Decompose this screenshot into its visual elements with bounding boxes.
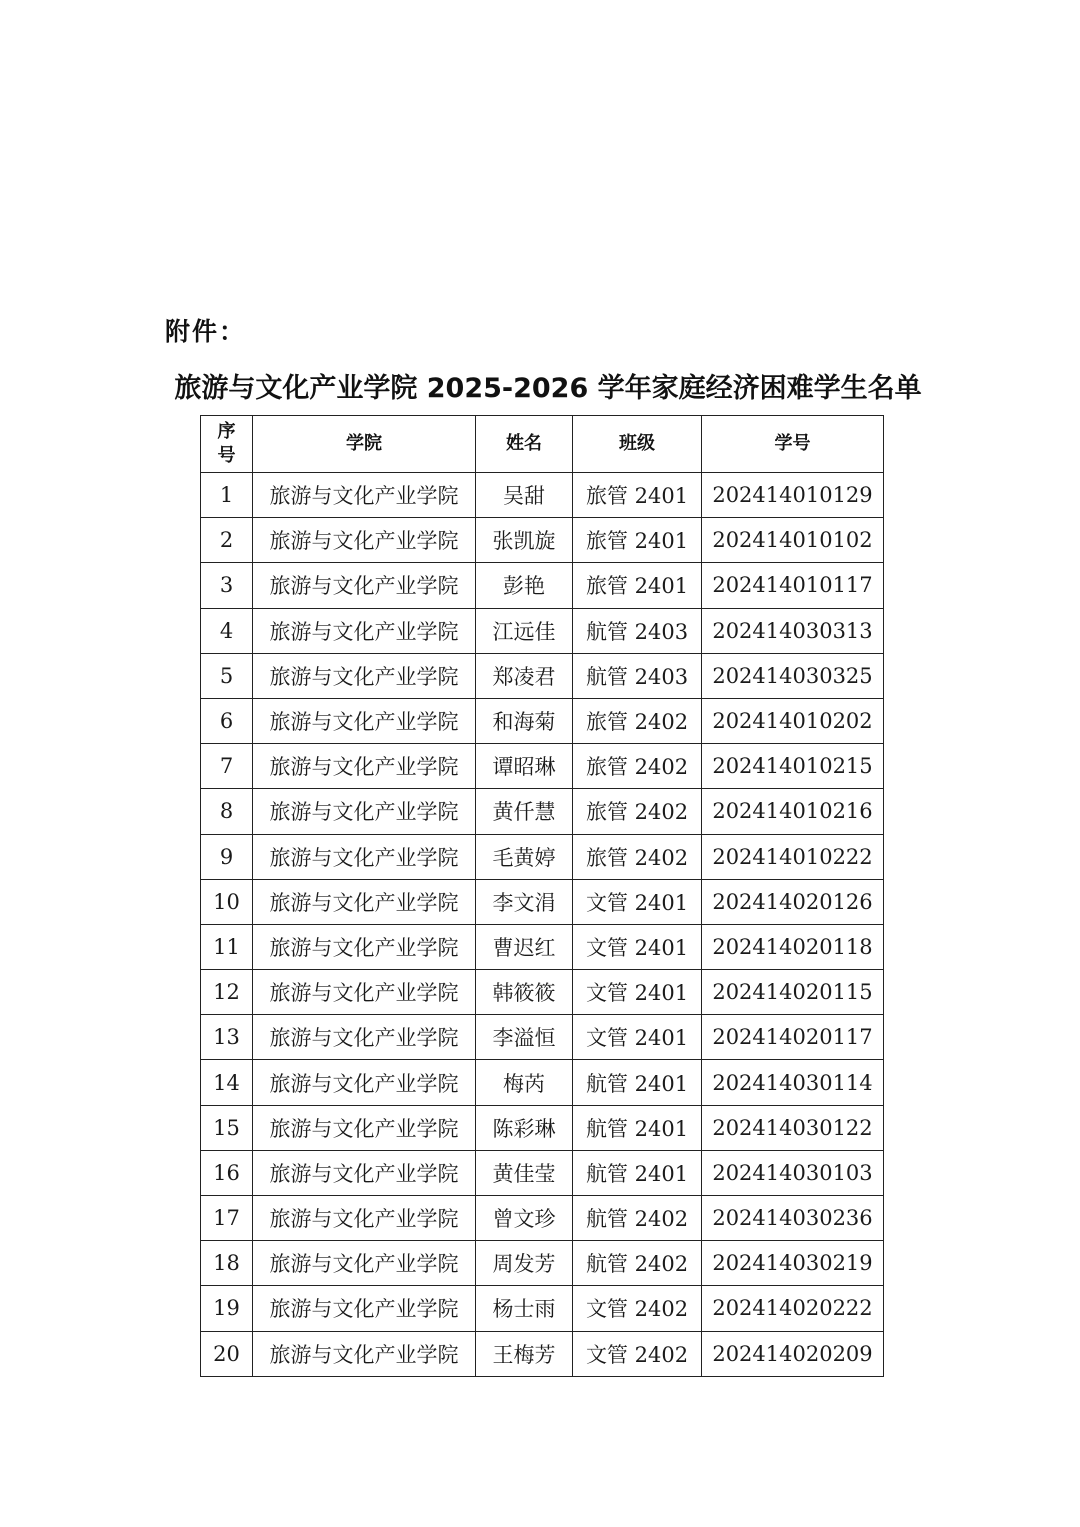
cell-student-id: 202414020209: [702, 1331, 884, 1376]
student-roster-table: [200, 415, 884, 1377]
cell-student-id: 202414030313: [702, 608, 884, 653]
cell-student-id: 202414010102: [702, 518, 884, 563]
table-row: [201, 744, 884, 789]
cell-serial-number: 8: [201, 789, 253, 834]
cell-college: 旅游与文化产业学院: [253, 1060, 476, 1105]
cell-student-name: 梅芮: [476, 1060, 573, 1105]
cell-student-id: 202414010215: [702, 744, 884, 789]
cell-serial-number: 9: [201, 834, 253, 879]
cell-student-name: 江远佳: [476, 608, 573, 653]
cell-student-id: 202414010222: [702, 834, 884, 879]
cell-student-name: 曾文珍: [476, 1196, 573, 1241]
table-body: [201, 473, 884, 1377]
table-row: [201, 789, 884, 834]
cell-college: 旅游与文化产业学院: [253, 608, 476, 653]
table-row: [201, 653, 884, 698]
cell-student-name: 周发芳: [476, 1241, 573, 1286]
cell-student-name: 曹迟红: [476, 924, 573, 969]
cell-student-id: 202414010129: [702, 473, 884, 518]
cell-student-name: 张凯旋: [476, 518, 573, 563]
header-student-id: 学号: [702, 416, 884, 473]
cell-serial-number: 6: [201, 698, 253, 743]
cell-student-id: 202414020118: [702, 924, 884, 969]
header-class: 班级: [573, 416, 702, 473]
cell-serial-number: 19: [201, 1286, 253, 1331]
cell-college: 旅游与文化产业学院: [253, 970, 476, 1015]
attachment-label: 附件：: [165, 317, 247, 346]
header-serial-line1: 序: [217, 421, 236, 442]
cell-student-name: 黄佳莹: [476, 1150, 573, 1195]
table-row: [201, 879, 884, 924]
cell-class: 文管 2401: [573, 924, 702, 969]
cell-college: 旅游与文化产业学院: [253, 473, 476, 518]
cell-class: 航管 2402: [573, 1196, 702, 1241]
cell-college: 旅游与文化产业学院: [253, 1331, 476, 1376]
cell-student-name: 彭艳: [476, 563, 573, 608]
header-serial-line2: 号: [217, 445, 236, 466]
cell-student-id: 202414030236: [702, 1196, 884, 1241]
cell-serial-number: 10: [201, 879, 253, 924]
cell-college: 旅游与文化产业学院: [253, 1105, 476, 1150]
cell-class: 旅管 2401: [573, 563, 702, 608]
table-row: [201, 1241, 884, 1286]
cell-serial-number: 2: [201, 518, 253, 563]
header-serial-number: [201, 416, 253, 473]
cell-class: 旅管 2402: [573, 789, 702, 834]
cell-student-name: 陈彩琳: [476, 1105, 573, 1150]
cell-student-id: 202414030219: [702, 1241, 884, 1286]
cell-student-name: 郑凌君: [476, 653, 573, 698]
cell-student-name: 王梅芳: [476, 1331, 573, 1376]
cell-student-id: 202414010216: [702, 789, 884, 834]
cell-class: 旅管 2402: [573, 698, 702, 743]
cell-serial-number: 20: [201, 1331, 253, 1376]
cell-class: 旅管 2402: [573, 834, 702, 879]
cell-serial-number: 4: [201, 608, 253, 653]
cell-serial-number: 15: [201, 1105, 253, 1150]
table-row: [201, 698, 884, 743]
header-college: 学院: [253, 416, 476, 473]
header-name: 姓名: [476, 416, 573, 473]
cell-class: 航管 2401: [573, 1060, 702, 1105]
cell-college: 旅游与文化产业学院: [253, 1286, 476, 1331]
cell-student-id: 202414020126: [702, 879, 884, 924]
cell-college: 旅游与文化产业学院: [253, 518, 476, 563]
table-row: [201, 1150, 884, 1195]
cell-college: 旅游与文化产业学院: [253, 1241, 476, 1286]
cell-class: 文管 2401: [573, 970, 702, 1015]
cell-student-name: 韩筱筱: [476, 970, 573, 1015]
cell-college: 旅游与文化产业学院: [253, 563, 476, 608]
cell-class: 文管 2401: [573, 1015, 702, 1060]
cell-student-id: 202414010117: [702, 563, 884, 608]
cell-class: 航管 2401: [573, 1150, 702, 1195]
cell-college: 旅游与文化产业学院: [253, 834, 476, 879]
cell-college: 旅游与文化产业学院: [253, 1196, 476, 1241]
cell-serial-number: 14: [201, 1060, 253, 1105]
cell-college: 旅游与文化产业学院: [253, 1150, 476, 1195]
cell-student-name: 谭昭琳: [476, 744, 573, 789]
cell-serial-number: 16: [201, 1150, 253, 1195]
cell-serial-number: 7: [201, 744, 253, 789]
cell-student-name: 吴甜: [476, 473, 573, 518]
cell-college: 旅游与文化产业学院: [253, 1015, 476, 1060]
cell-college: 旅游与文化产业学院: [253, 698, 476, 743]
cell-class: 航管 2401: [573, 1105, 702, 1150]
table-row: [201, 1286, 884, 1331]
cell-class: 文管 2402: [573, 1286, 702, 1331]
cell-serial-number: 18: [201, 1241, 253, 1286]
document-title: 旅游与文化产业学院 2025-2026 学年家庭经济困难学生名单: [174, 373, 922, 404]
cell-student-id: 202414020117: [702, 1015, 884, 1060]
table-row: [201, 563, 884, 608]
cell-class: 旅管 2401: [573, 473, 702, 518]
table-row: [201, 924, 884, 969]
cell-student-id: 202414020222: [702, 1286, 884, 1331]
cell-class: 旅管 2401: [573, 518, 702, 563]
cell-serial-number: 3: [201, 563, 253, 608]
table-row: [201, 1060, 884, 1105]
table-row: [201, 473, 884, 518]
table-row: [201, 1015, 884, 1060]
cell-serial-number: 5: [201, 653, 253, 698]
table-row: [201, 834, 884, 879]
cell-student-id: 202414020115: [702, 970, 884, 1015]
table-row: [201, 1105, 884, 1150]
cell-student-name: 杨士雨: [476, 1286, 573, 1331]
cell-college: 旅游与文化产业学院: [253, 744, 476, 789]
cell-student-name: 黄仟慧: [476, 789, 573, 834]
cell-serial-number: 13: [201, 1015, 253, 1060]
table-row: [201, 518, 884, 563]
cell-class: 文管 2402: [573, 1331, 702, 1376]
cell-class: 航管 2403: [573, 653, 702, 698]
cell-student-id: 202414030122: [702, 1105, 884, 1150]
table-row: [201, 608, 884, 653]
cell-student-id: 202414030325: [702, 653, 884, 698]
cell-student-name: 毛黄婷: [476, 834, 573, 879]
cell-serial-number: 17: [201, 1196, 253, 1241]
cell-student-id: 202414010202: [702, 698, 884, 743]
cell-serial-number: 11: [201, 924, 253, 969]
cell-student-name: 和海菊: [476, 698, 573, 743]
cell-student-name: 李文涓: [476, 879, 573, 924]
cell-class: 航管 2403: [573, 608, 702, 653]
table-row: [201, 970, 884, 1015]
cell-class: 文管 2401: [573, 879, 702, 924]
cell-college: 旅游与文化产业学院: [253, 789, 476, 834]
cell-college: 旅游与文化产业学院: [253, 924, 476, 969]
cell-college: 旅游与文化产业学院: [253, 653, 476, 698]
header-row: [201, 416, 884, 473]
table-row: [201, 1331, 884, 1376]
cell-college: 旅游与文化产业学院: [253, 879, 476, 924]
cell-class: 旅管 2402: [573, 744, 702, 789]
table-header: [201, 416, 884, 473]
cell-serial-number: 1: [201, 473, 253, 518]
cell-student-id: 202414030103: [702, 1150, 884, 1195]
cell-student-id: 202414030114: [702, 1060, 884, 1105]
table-row: [201, 1196, 884, 1241]
cell-class: 航管 2402: [573, 1241, 702, 1286]
cell-student-name: 李溢恒: [476, 1015, 573, 1060]
cell-serial-number: 12: [201, 970, 253, 1015]
